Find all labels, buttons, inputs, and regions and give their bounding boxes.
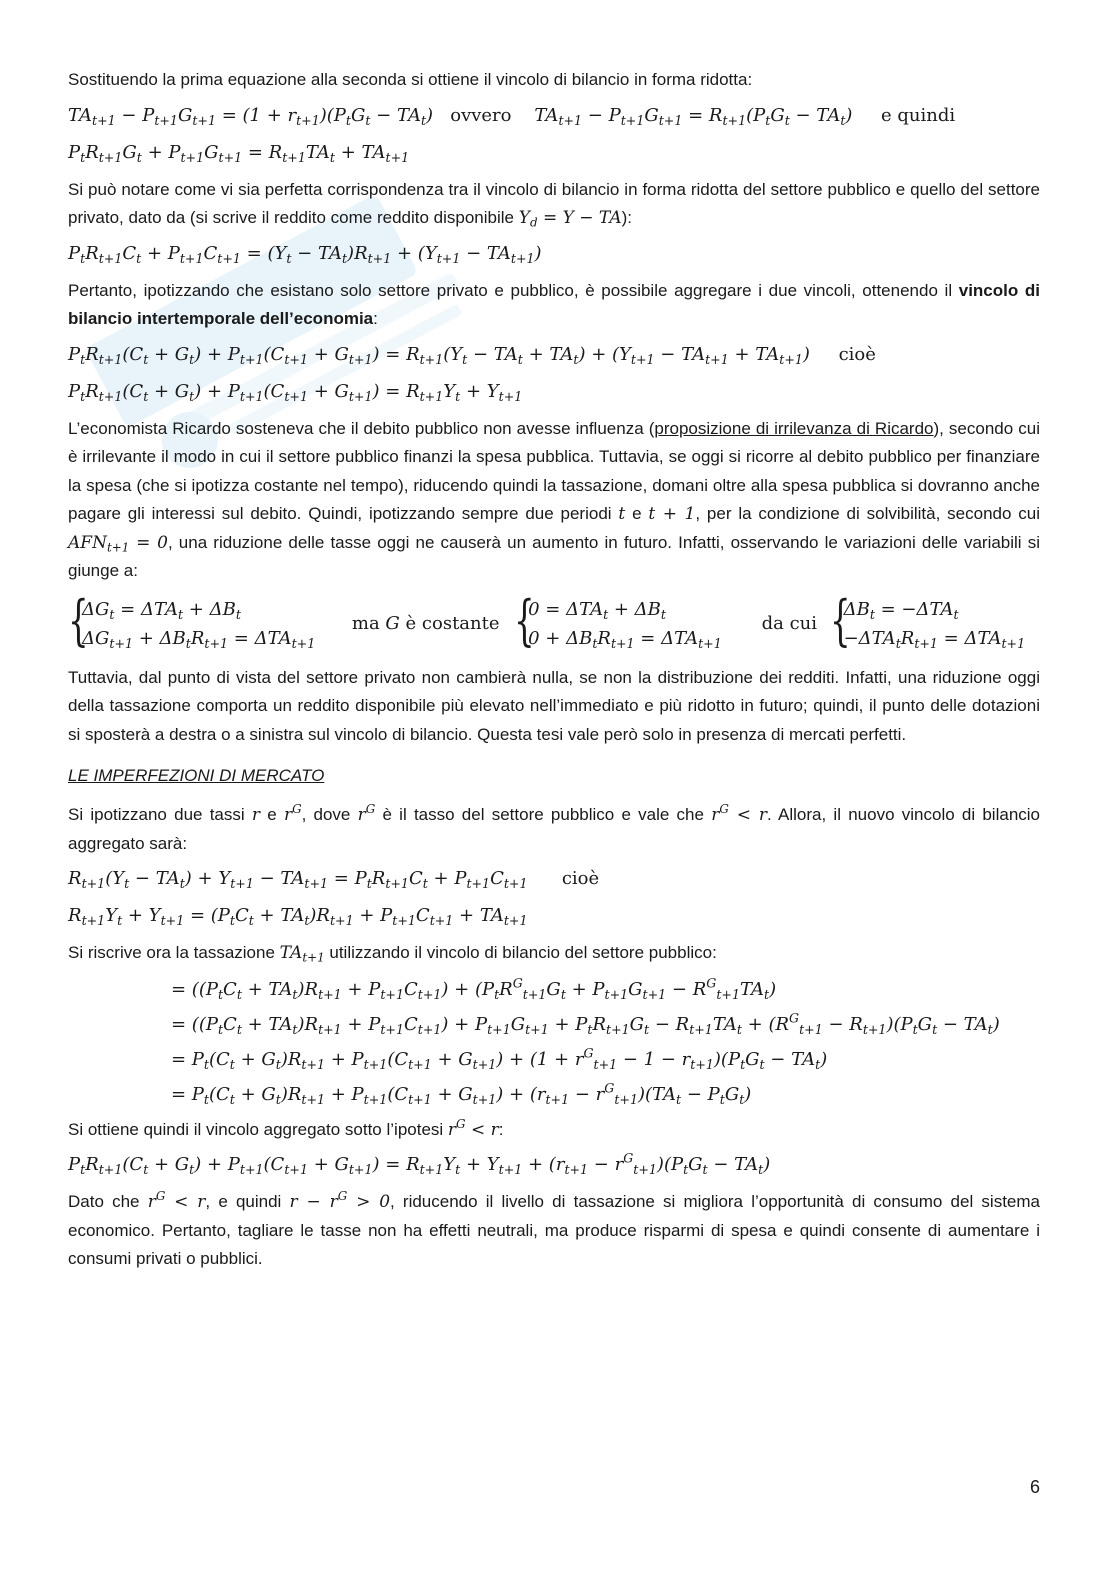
system-2: { $0 = \Delta TA_t + \Delta B_t$ $0 + \Delta B_tR_{t+1} = \Delta TA_{t+1}$ [514,588,722,652]
paragraph-aggregate-hypothesis: Si ottiene quindi il vincolo aggregato sotto l’ipotesi $r^G < r$: [68,1116,504,1140]
paragraph-intro: Sostituendo la prima equazione alla seconda si ottiene il vincolo di bilancio in forma ridotta: [68,70,753,89]
derivation-line-4: = $P_t(C_t + G_t)R_{t+1} + P_{t+1}(C_{t+1} + G_{t+1}) + (r_{t+1} - r^G_{t+1})(TA_t - P_tG_t)$ [171,1079,752,1107]
system-3: { $\Delta B_t = -\Delta TA_t$ $-\Delta TA_tR_{t+1} = \Delta TA_{t+1}$ [829,588,1026,652]
paragraph-two-rates: Si ipotizzano due tassi r e $r^G$, dove $r^G$ è il tasso del settore pubblico e vale che $r^G < r$. Allora, il nuovo vincolo di bilancio aggregato sarà: [68,801,1040,853]
equation-word: cioè [838,343,876,365]
document-page [68,66,1040,1281]
ricardo-link: proposizione di irrilevanza di Ricardo [654,418,934,438]
derivation-line-3: = $P_t(C_t + G_t)R_{t+1} + P_{t+1}(C_{t+1} + G_{t+1}) + (1 + r^G_{t+1} - 1 - r_{t+1})(P_tG_t - TA_t)$ [171,1044,828,1072]
system-connector-2: da cui [761,613,818,634]
paragraph-rewrite-tax: Si riscrive ora la tassazione $TA_{t+1}$ utilizzando il vincolo di bilancio del settore pubblico: [68,943,717,965]
section-heading: LE IMPERFEZIONI DI MERCATO [68,766,325,785]
equation-imperfect-1: $R_{t+1}(Y_t - TA_t) + Y_{t+1} - TA_{t+1} = P_tR_{t+1}C_t + P_{t+1}C_{t+1}$ cioè [68,868,600,891]
system-connector-1: ma G è costante [351,613,500,634]
paragraph-aggregate: Pertanto, ipotizzando che esistano solo settore privato e pubblico, è possibile aggregare i due vincoli, ottenendo il vincolo di bilancio intertemporale dell’economia: [68,280,1041,328]
bold-term: vincolo di bilancio intertemporale dell’economia [68,280,1041,328]
equation-systems [68,588,1040,654]
paragraph-conclusion: Dato che $r^G < r$, e quindi $r - r^G > 0$, riducendo il livello di tassazione si migliora l’opportunità di consumo del sistema economico. Pertanto, tagliare le tasse non ha effetti neutrali, ma produce risparmi di spesa e quindi consente di aumentare i consumi privati o pubblici. [68,1188,1040,1268]
equation-final-constraint: $P_tR_{t+1}(C_t + G_t) + P_{t+1}(C_{t+1} + G_{t+1}) = R_{t+1}Y_t + Y_{t+1} + (r_{t+1} - r^G_{t+1})(P_tG_t - TA_t)$ [68,1150,771,1177]
equation-aggregate-1: $P_tR_{t+1}(C_t + G_t) + P_{t+1}(C_{t+1} + G_{t+1}) = R_{t+1}(Y_t - TA_t + TA_t) + (Y_{t+1} - TA_{t+1} + TA_{t+1})$ cioè [68,343,876,367]
paragraph-correspondence: Si può notare come vi sia perfetta corrispondenza tra il vincolo di bilancio in forma ridotta del settore pubblico e quello del settore privato, dato da (si scrive il reddito come reddito disponibile $Y_d = Y - TA$): [68,179,1040,230]
equation-word: e quindi [881,104,956,126]
derivation-block [68,976,1040,1108]
paragraph-private-sector: Tuttavia, dal punto di vista del settore privato non cambierà nulla, se non la distribuzione dei redditi. Infatti, una riduzione oggi della tassazione comporta un reddito disponibile più elevato nell’immediato e più ridotto in futuro; quindi, il punto delle dotazioni si sposterà a destra o a sinistra sul vincolo di bilancio. Questa tesi vale però solo in presenza di mercati perfetti. [68,667,1040,744]
paragraph-ricardo: L’economista Ricardo sosteneva che il debito pubblico non avesse influenza (proposizione di irrilevanza di Ricardo), secondo cui è irrilevante il modo in cui il settore pubblico finanzi la spesa pubblica. Tuttavia, se oggi si ricorre al debito pubblico per finanziare la spesa (che si ipotizza costante nel tempo), riducendo quindi la tassazione, domani oltre alla spesa pubblica si dovranno anche pagare gli interessi sul debito. Quindi, ipotizzando sempre due periodi t e t + 1, per la condizione di solvibilità, secondo cui $AFN_{t+1} = 0$, una riduzione delle tasse oggi ne causerà un aumento in futuro. Infatti, osservando le variazioni delle variabili si giunge a: [68,418,1041,580]
equation-word: ovvero [450,104,512,126]
derivation-line-1: = $((P_tC_t + TA_t)R_{t+1} + P_{t+1}C_{t+1}) + (P_tR^G_{t+1}G_t + P_{t+1}G_{t+1} - R^G_{t+1}TA_t)$ [171,974,777,1002]
equation-aggregate-2: $P_tR_{t+1}(C_t + G_t) + P_{t+1}(C_{t+1} + G_{t+1}) = R_{t+1}Y_t + Y_{t+1}$ [68,380,523,404]
page-number: 6 [1029,1477,1040,1497]
equation-private-constraint: $P_tR_{t+1}C_t + P_{t+1}C_{t+1} = (Y_t - TA_t)R_{t+1} + (Y_{t+1} - TA_{t+1})$ [68,242,542,266]
equation-public-constraint: $P_tR_{t+1}G_t + P_{t+1}G_{t+1} = R_{t+1}TA_t + TA_{t+1}$ [68,141,410,165]
derivation-line-2: = $((P_tC_t + TA_t)R_{t+1} + P_{t+1}C_{t+1}) + P_{t+1}G_{t+1} + P_tR_{t+1}G_t - R_{t+1}TA_t + (R^G_{t+1} - R_{t+1})(P_tG_t - TA_t)$ [171,1009,1000,1037]
equation-reduced-constraint: $TA_{t+1} - P_{t+1}G_{t+1} = (1 + r_{t+1})(P_tG_t - TA_t)$ ovvero $TA_{t+1} - P_{t+1}G_{t+1} = R_{t+1}(P_tG_t - TA_t)$ e quindi [68,104,956,128]
system-1: { $\Delta G_t = \Delta TA_t + \Delta B_t$ $\Delta G_{t+1} + \Delta B_tR_{t+1} = \Delta TA_{t+1}$ [68,588,316,652]
equation-imperfect-2: $R_{t+1}Y_t + Y_{t+1} = (P_tC_t + TA_t)R_{t+1} + P_{t+1}C_{t+1} + TA_{t+1}$ [68,905,528,928]
equation-word: cioè [561,868,600,889]
